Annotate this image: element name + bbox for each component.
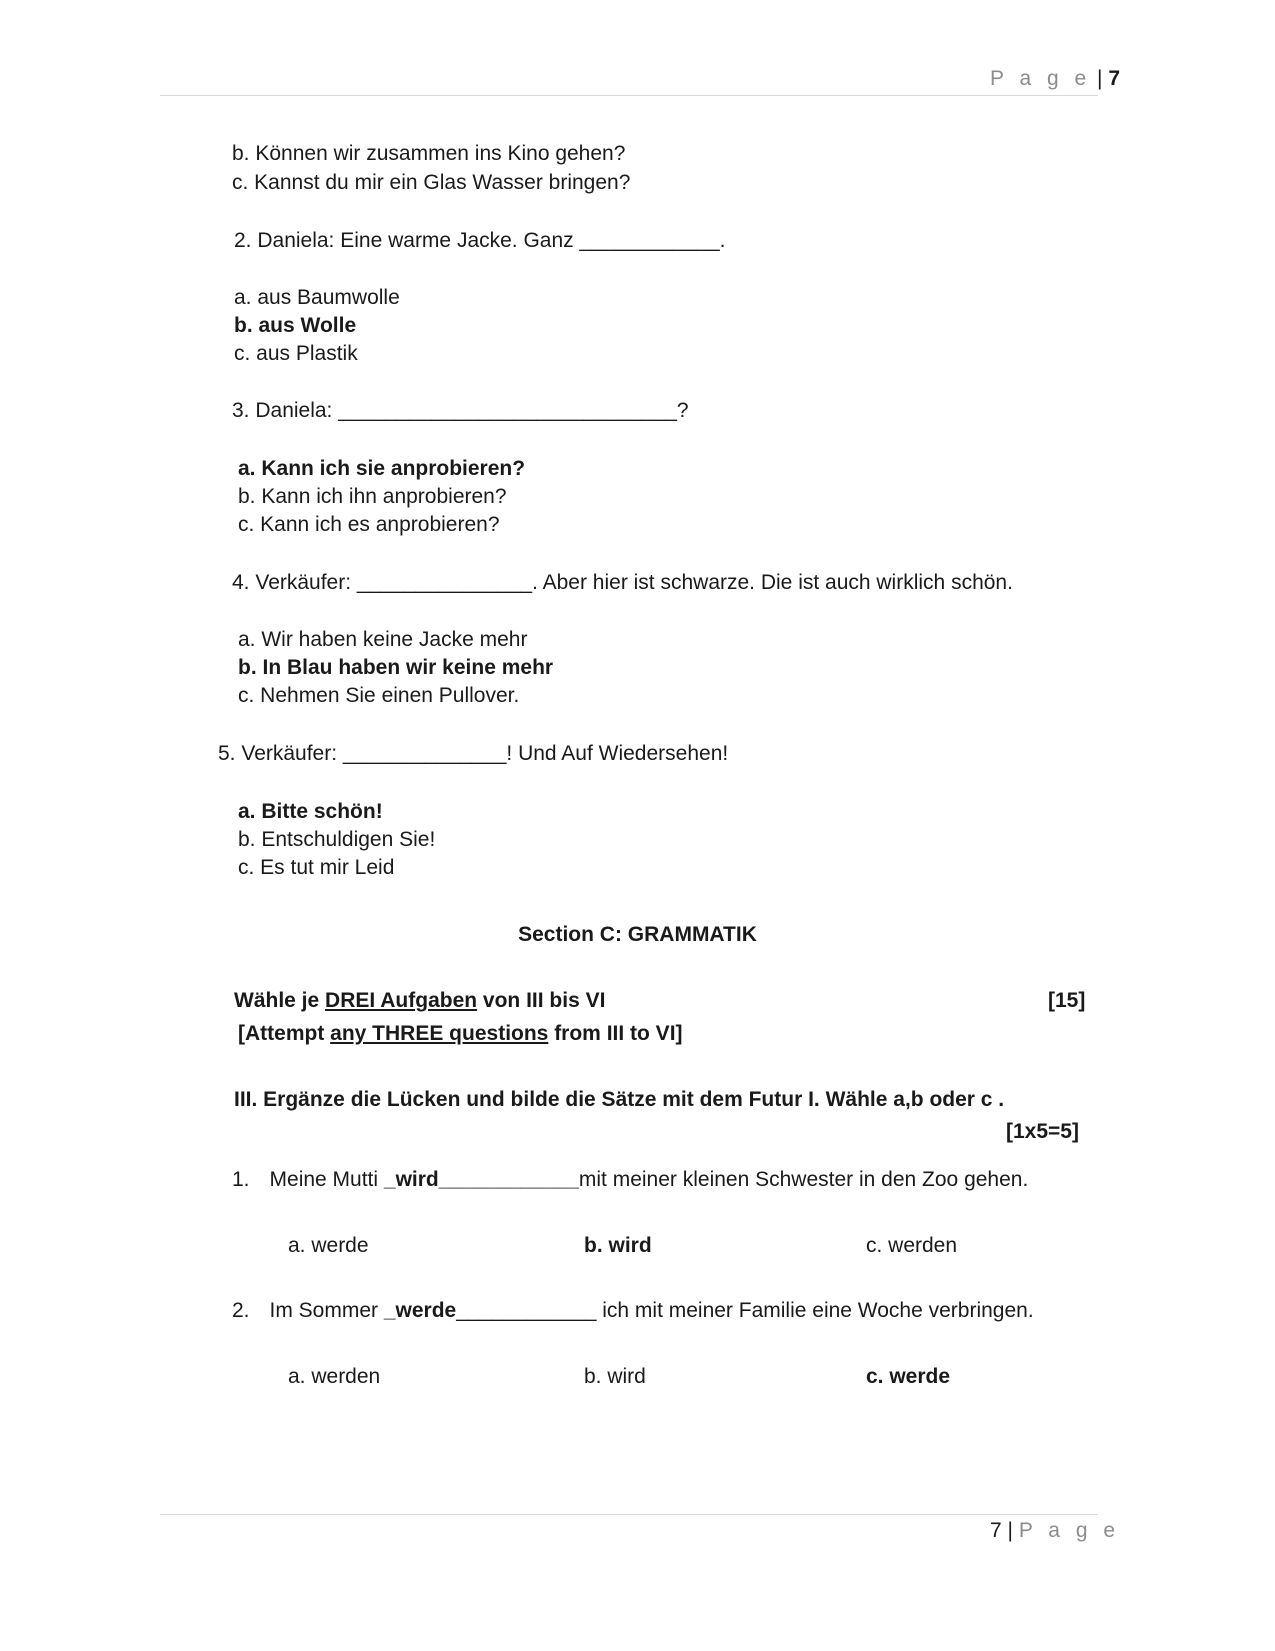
section-instruction [234, 988, 605, 1014]
item-2-option-b: b. wird [584, 1365, 646, 1388]
attempt-instruction [238, 1021, 683, 1047]
footer-separator: | [1007, 1519, 1013, 1542]
q2-option-c: c. aus Plastik [234, 342, 358, 365]
question-4: 4. Verkäufer: _______________. Aber hier ist schwarze. Die ist auch wirklich schön. [232, 571, 1013, 594]
section-marks: [15] [1048, 989, 1086, 1012]
item-text-post: mit meiner kleinen Schwester in den Zoo gehen. [578, 1168, 1029, 1191]
item-answer: _wird____________ [383, 1168, 579, 1191]
item-answer: _werde [383, 1299, 457, 1322]
page-header [990, 66, 1120, 92]
attempt-underlined: any THREE questions [330, 1022, 549, 1045]
attempt-suffix: from III to VI] [548, 1022, 683, 1045]
header-page-word: P a g e [990, 67, 1092, 90]
item-1-option-c: c. werden [866, 1234, 958, 1257]
header-rule [160, 95, 1098, 96]
item-text-pre: Meine Mutti [269, 1168, 384, 1191]
q5-option-c: c. Es tut mir Leid [238, 856, 395, 879]
page-footer [990, 1518, 1120, 1544]
footer-rule [160, 1514, 1098, 1515]
header-page-number: 7 [1108, 67, 1121, 90]
instruction-underlined: DREI Aufgaben [325, 989, 478, 1012]
q4-option-b: b. In Blau haben wir keine mehr [238, 656, 554, 679]
q3-option-a: a. Kann ich sie anprobieren? [238, 457, 526, 480]
instruction-suffix: von III bis VI [477, 989, 606, 1012]
task-3-item-2 [232, 1298, 1034, 1324]
q5-option-b: b. Entschuldigen Sie! [238, 828, 436, 851]
item-text-post: ich mit meiner Familie eine Woche verbringen. [596, 1299, 1034, 1322]
footer-page-number: 7 [990, 1519, 1002, 1542]
q4-option-c: c. Nehmen Sie einen Pullover. [238, 684, 520, 707]
prev-option-b: b. Können wir zusammen ins Kino gehen? [232, 142, 626, 165]
item-text-pre: Im Sommer [269, 1299, 384, 1322]
q5-option-a: a. Bitte schön! [238, 800, 383, 823]
item-1-option-b: b. wird [584, 1234, 652, 1257]
q3-option-b: b. Kann ich ihn anprobieren? [238, 485, 507, 508]
q2-option-a: a. aus Baumwolle [234, 286, 400, 309]
section-title: Section C: GRAMMATIK [518, 923, 757, 946]
attempt-prefix: [Attempt [238, 1022, 331, 1045]
question-5: 5. Verkäufer: ______________! Und Auf Wiedersehen! [218, 742, 729, 765]
header-separator: | [1097, 67, 1103, 90]
item-number: 2. [232, 1299, 250, 1322]
q4-option-a: a. Wir haben keine Jacke mehr [238, 628, 528, 651]
footer-page-word: P a g e [1018, 1519, 1121, 1542]
prev-option-c: c. Kannst du mir ein Glas Wasser bringen? [232, 171, 631, 194]
q3-option-c: c. Kann ich es anprobieren? [238, 513, 500, 536]
q2-option-b: b. aus Wolle [234, 314, 357, 337]
task-3-marks: [1x5=5] [1006, 1120, 1079, 1143]
item-2-option-c: c. werde [866, 1365, 951, 1388]
item-1-option-a: a. werde [288, 1234, 369, 1257]
item-number: 1. [232, 1168, 250, 1191]
item-2-option-a: a. werden [288, 1365, 381, 1388]
task-3-item-1 [232, 1167, 1028, 1193]
item-blank: ____________ [456, 1299, 597, 1322]
task-3-title: III. Ergänze die Lücken und bilde die Sätze mit dem Futur I. Wähle a,b oder c . [234, 1088, 1005, 1111]
question-3: 3. Daniela: _____________________________? [232, 399, 689, 422]
instruction-prefix: Wähle je [234, 989, 326, 1012]
question-2: 2. Daniela: Eine warme Jacke. Ganz ____________. [234, 229, 726, 252]
